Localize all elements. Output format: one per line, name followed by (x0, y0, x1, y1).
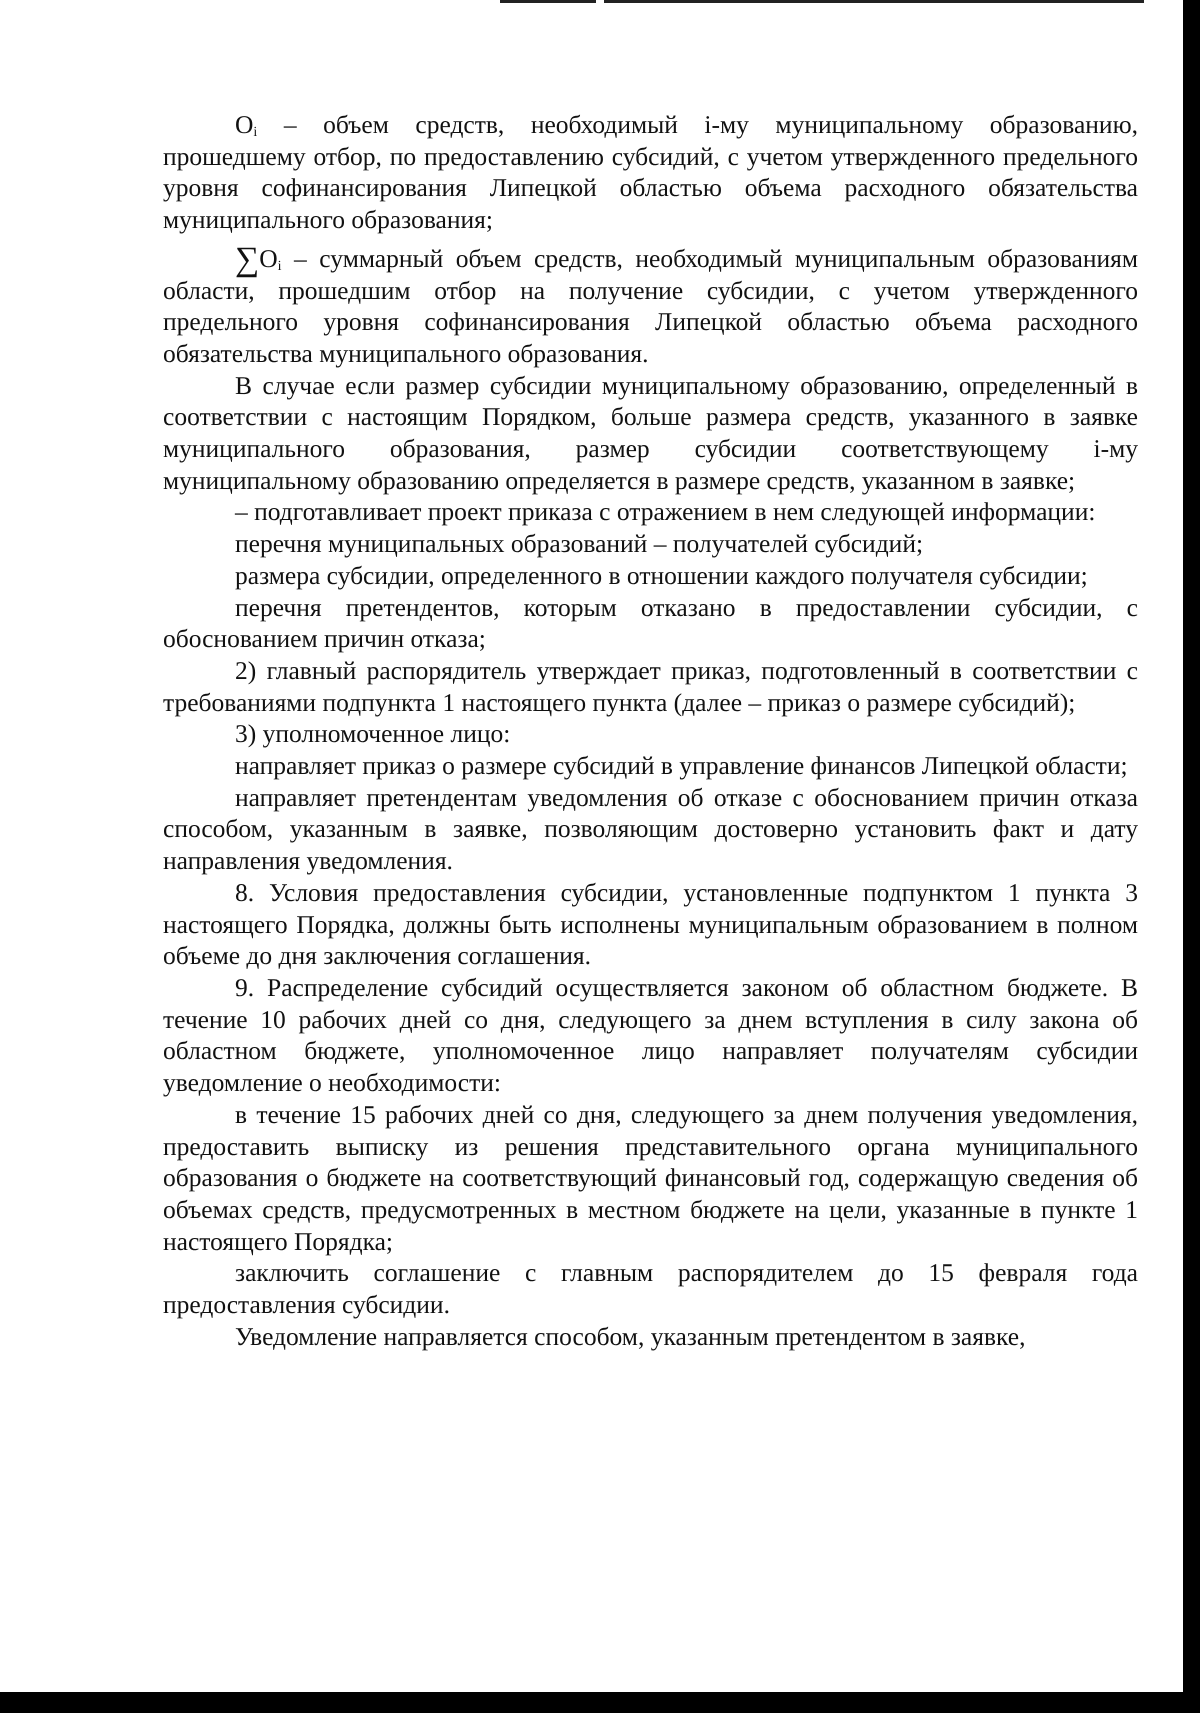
paragraph: размера субсидии, определенного в отношении каждого получателя субсидии; (235, 560, 1088, 590)
paragraph: перечня муниципальных образований – получателей субсидий; (235, 529, 924, 559)
top-rule-left (500, 0, 596, 3)
paragraph: 2) главный распорядитель утверждает приказ, подготовленный в соответствии с требованиями подпункта 1 настоящего пункта (далее – приказ о размере субсидий); (163, 655, 1138, 717)
formula-sum-oi: $O_i$ (259, 243, 282, 274)
paragraph: направляет приказ о размере субсидий в управление финансов Липецкой области; (235, 751, 1128, 781)
paragraph: 8. Условия предоставления субсидии, установленные подпунктом 1 пункта 3 настоящего Порядка, должны быть исполнены муниципальным образованием в полном объеме до дня заключения соглашения. (163, 877, 1138, 971)
paragraph: Уведомление направляется способом, указанным претендентом в заявке, (235, 1321, 1026, 1351)
paragraph: 3) уполномоченное лицо: (235, 719, 511, 749)
paragraph: 9. Распределение субсидий осуществляется законом об областном бюджете. В течение 10 рабочих дней со дня, следующего за днем вступления в силу закона об областном бюджете, уполномоченное лицо направляет получателям субсидии уведомление о необходимости: (163, 972, 1138, 1098)
formula-oi: $O_i$ (235, 110, 258, 140)
paragraph: направляет претендентам уведомления об отказе с обоснованием причин отказа способом, указанным в заявке, позволяющим достоверно установить факт и дату направления уведомления. (163, 782, 1138, 876)
top-rule-right (604, 0, 1144, 3)
paragraph: – подготавливает проект приказа с отражением в нем следующей информации: (235, 497, 1096, 527)
paragraph: заключить соглашение с главным распорядителем до 15 февраля года предоставления субсидии. (163, 1258, 1138, 1320)
document-body (163, 109, 1138, 1352)
paragraph-sum-oi-definition: $\sum O_i$ – суммарный объем средств, необходимый муниципальным образованиям области, прошедшим отбор на получение субсидии, с учетом утвержденного предельного уровня софинансирования Липецкой областью объема расходного обязательства муниципального образования. (163, 240, 1138, 368)
paragraph: перечня претендентов, которым отказано в предоставлении субсидии, с обоснованием причин отказа; (163, 592, 1138, 654)
paragraph-oi-definition: $O_i$ – объем средств, необходимый i-му муниципальному образованию, прошедшему отбор, по предоставлению субсидий, с учетом утвержденного предельного уровня софинансирования Липецкой областью объема расходного обязательства муниципального образования; (163, 110, 1138, 235)
paragraph: в течение 15 рабочих дней со дня, следующего за днем получения уведомления, предоставить выписку из решения представительного органа муниципального образования о бюджете на соответствующий финансовый год, содержащую сведения об объемах средств, предусмотренных в местном бюджете на цели, указанные в пункте 1 настоящего Порядка; (163, 1099, 1138, 1256)
paragraph: В случае если размер субсидии муниципальному образованию, определенный в соответствии с настоящим Порядком, больше размера средств, указанного в заявке муниципального образования, размер субсидии соответствующему i-му муниципальному образованию определяется в размере средств, указанном в заявке; (163, 370, 1138, 495)
sum-symbol: ∑ (235, 240, 260, 278)
